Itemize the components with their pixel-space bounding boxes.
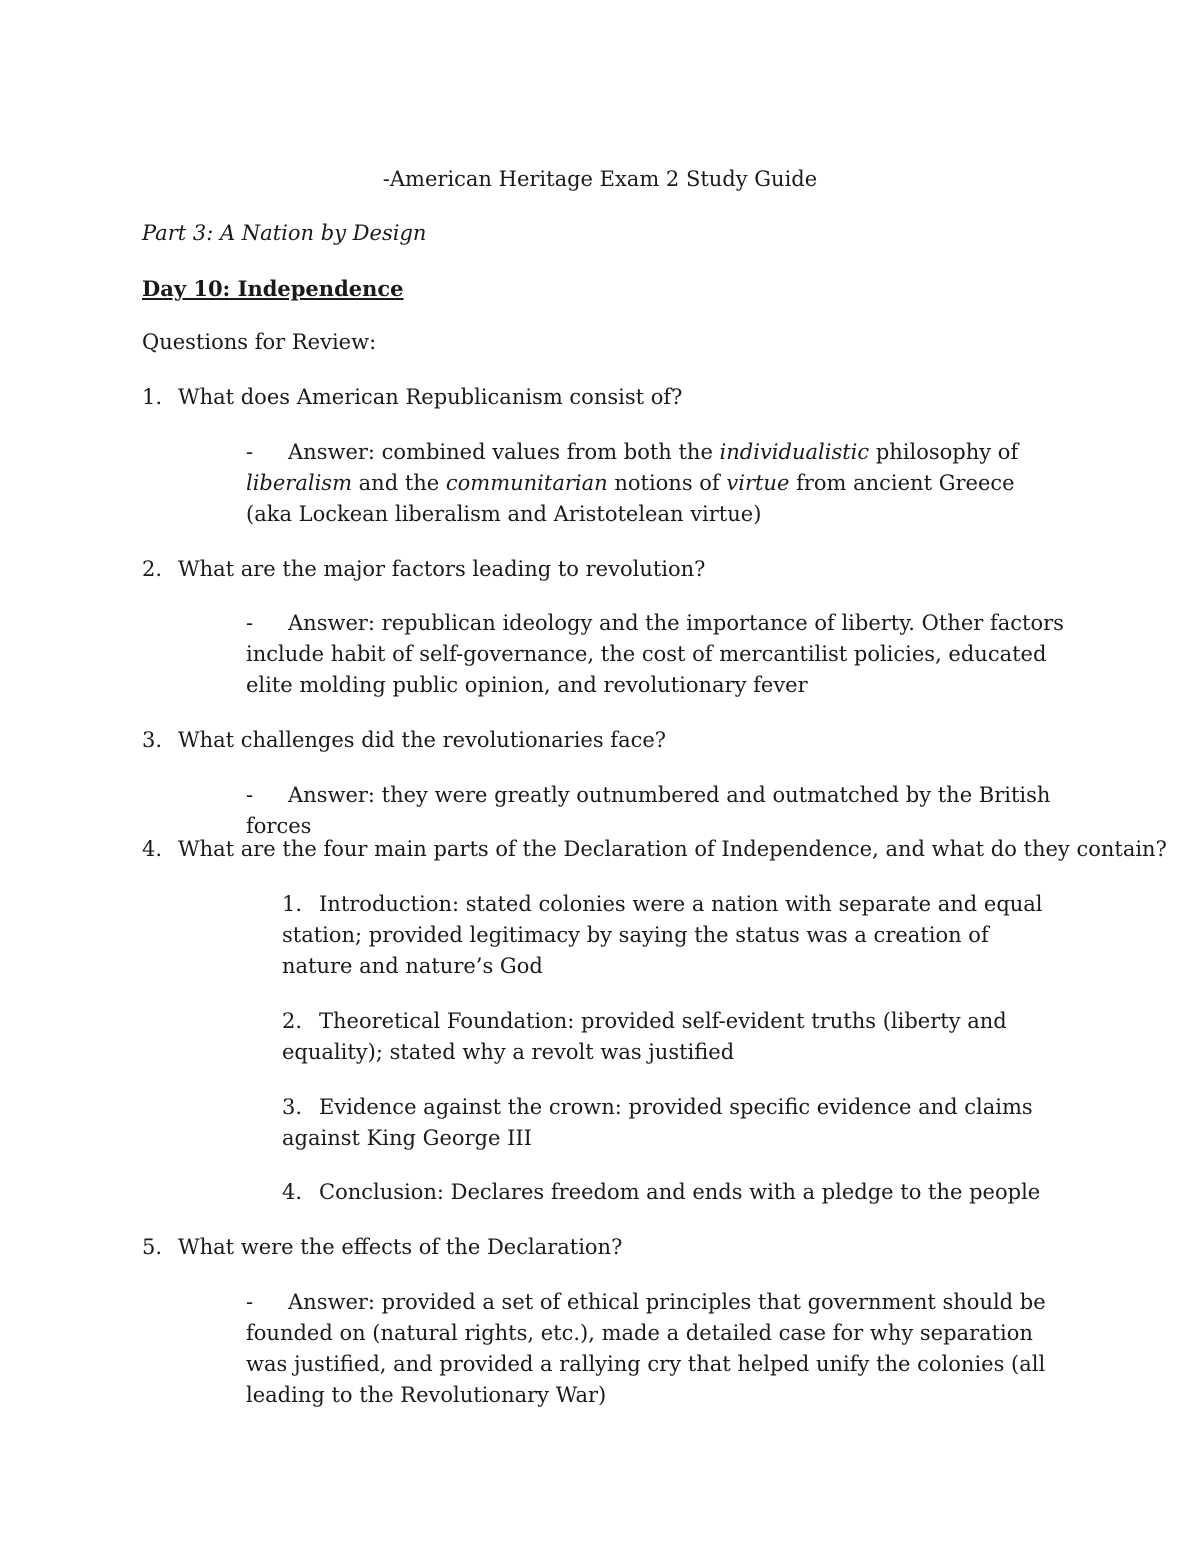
answer-paragraph: - Answer: combined values from both the individualistic philosophy of liberalism and the communitarian notions of virtue from ancient Greece (aka Lockean liberalism and Aristotelean virtue) [246,437,1066,530]
day-heading: Day 10: Independence [142,276,404,301]
answer-paragraph: - Answer: provided a set of ethical principles that government should be founded on (natural rights, etc.), made a detailed case for why separation was justified, and provided a rallying cry that helped unify the colonies (all leading to the Revolutionary War) [246,1287,1076,1411]
answer-paragraph: - Answer: they were greatly outnumbered and outmatched by the British forces [246,780,1076,842]
question-number: 5. [142,1235,163,1259]
question-text: What are the major factors leading to revolution? [178,557,706,581]
list-item: 2. Theoretical Foundation: provided self-evident truths (liberty and equality); stated why a revolt was justified [282,1009,1007,1064]
question-number: 3. [142,728,163,752]
question-text: What were the effects of the Declaration? [178,1235,623,1259]
question-number: 1. [142,385,163,409]
part-heading: Part 3: A Nation by Design [142,221,427,245]
answer-dash: - [246,1290,254,1314]
question-number: 4. [142,837,163,861]
answer-dash: - [246,440,254,464]
question-number: 2. [142,557,163,581]
document-title: -American Heritage Exam 2 Study Guide [382,167,818,191]
list-item: 4. Conclusion: Declares freedom and ends with a pledge to the people [282,1180,1041,1204]
question-text: What challenges did the revolutionaries face? [178,728,667,752]
answer-dash: - [246,783,254,807]
answer-dash: - [246,611,254,635]
question-text: What are the four main parts of the Declaration of Independence, and what do they contain? [178,837,1167,861]
list-item: 1. Introduction: stated colonies were a nation with separate and equal station; provided legitimacy by saying the status was a creation of nature and nature’s God [282,892,1043,978]
answer-paragraph: - Answer: republican ideology and the importance of liberty. Other factors include habit of self-governance, the cost of mercantilist policies, educated elite molding public opinion, and revolutionary fever [246,608,1076,701]
question-text: What does American Republicanism consist of? [178,385,683,409]
list-item: 3. Evidence against the crown: provided specific evidence and claims against King George III [282,1095,1033,1150]
review-heading: Questions for Review: [142,330,377,354]
